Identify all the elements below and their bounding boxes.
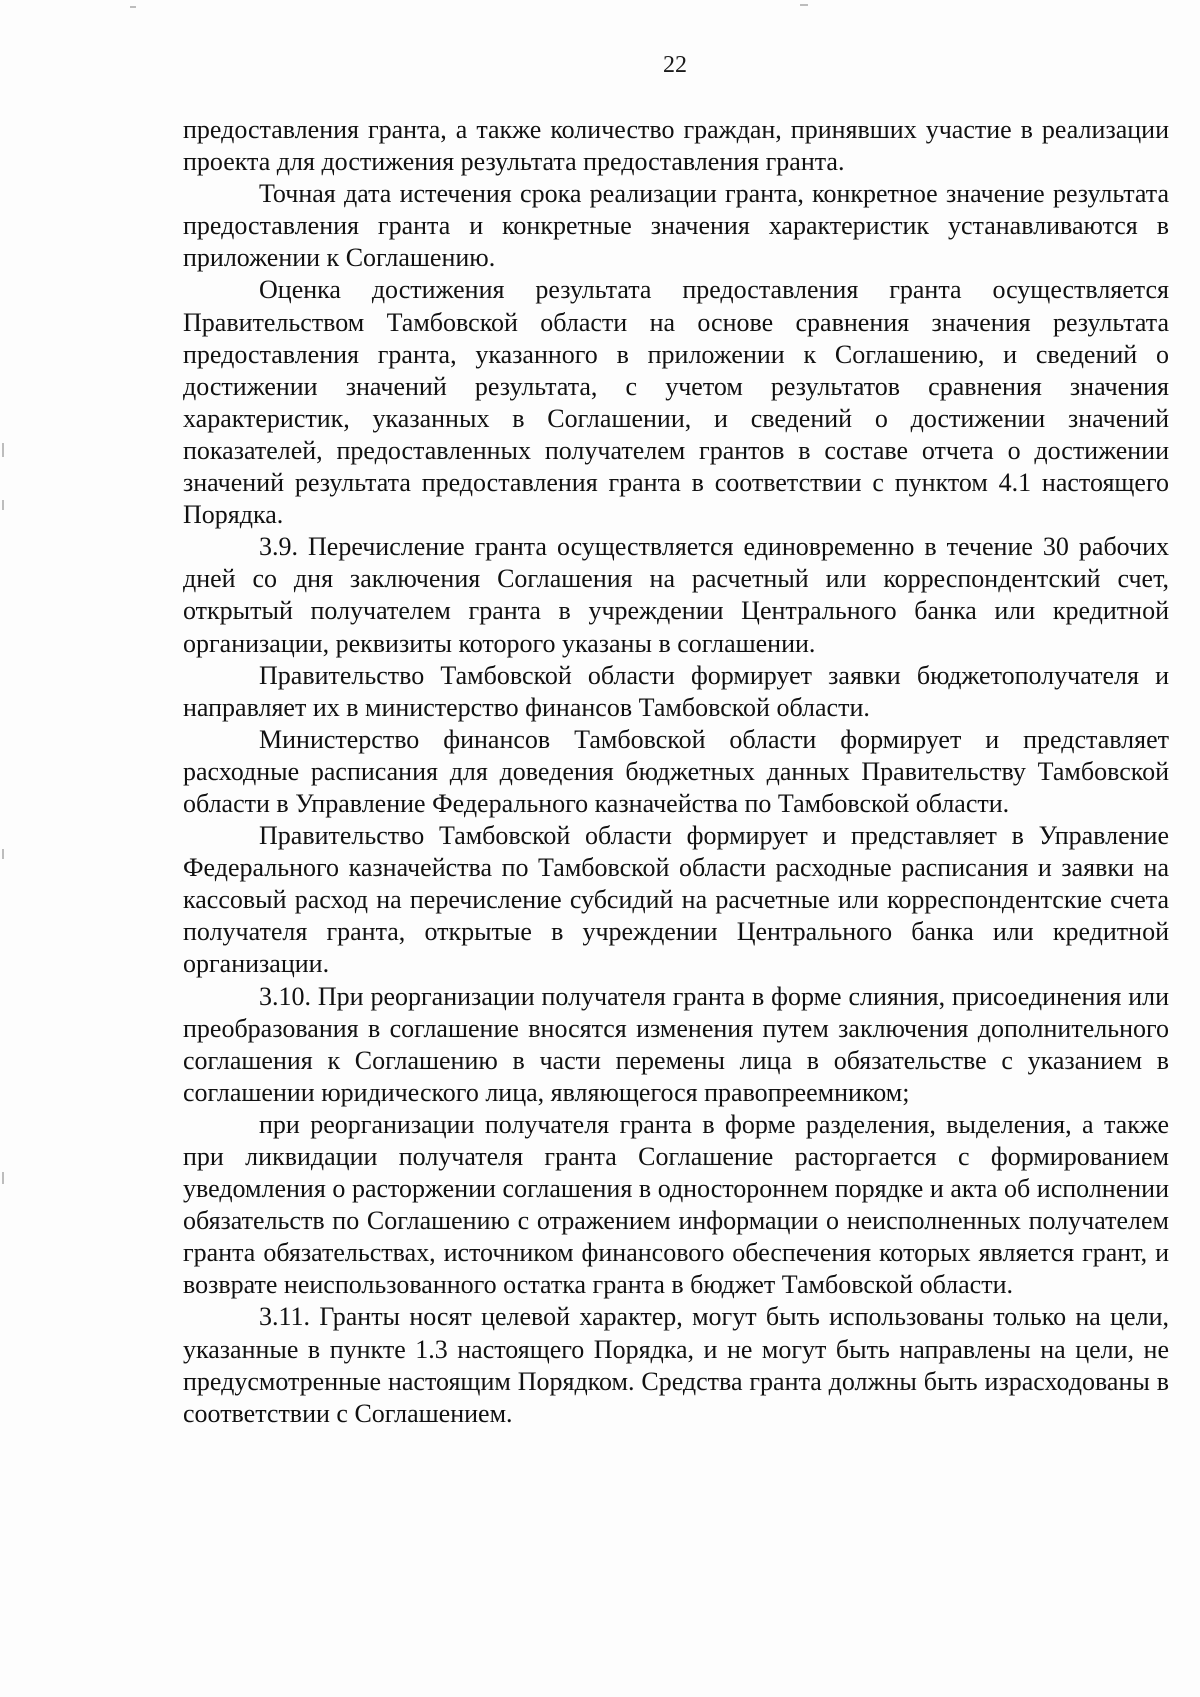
- paragraph-ministry: Министерство финансов Тамбовской области формирует и представляет расходные расписания для доведения бюджетных данных Правительству Тамбовской области в Управление Федерального казначейства по Тамбовской области.: [183, 724, 1169, 818]
- page-number: 22: [663, 52, 687, 78]
- paragraph-continuation: предоставления гранта, а также количество граждан, принявших участие в реализации проекта для достижения результата предоставления гранта.: [183, 115, 1169, 177]
- paragraph-3-11: 3.11. Гранты носят целевой характер, могут быть использованы только на цели, указанные в пункте 1.3 настоящего Порядка, и не могут быть направлены на цели, не предусмотренные настоящим Порядком. Средства гранта должны быть израсходованы в соответствии с Соглашением.: [183, 1302, 1169, 1428]
- document-body: [183, 114, 1169, 1430]
- paragraph-3-10: 3.10. При реорганизации получателя гранта в форме слияния, присоединения или преобразования в соглашение вносятся изменения путем заключения дополнительного соглашения к Соглашению в части перемены лица в обязательстве с указанием в соглашении юридического лица, являющегося правопреемником;: [183, 981, 1169, 1107]
- paragraph-termination: при реорганизации получателя гранта в форме разделения, выделения, а также при ликвидации получателя гранта Соглашение расторгается с формированием уведомления о расторжении соглашения в одностороннем порядке и акта об исполнении обязательств по Соглашению с отражением информации о неисполненных получателем гранта обязательствах, источником финансового обеспечения которых является грант, и возврате неиспользованного остатка гранта в бюджет Тамбовской области.: [183, 1109, 1169, 1300]
- paragraph-dates: Точная дата истечения срока реализации гранта, конкретное значение результата предоставления гранта и конкретные значения характеристик устанавливаются в приложении к Соглашению.: [183, 179, 1169, 273]
- paragraph-evaluation: Оценка достижения результата предоставления гранта осуществляется Правительством Тамбовской области на основе сравнения значения результата предоставления гранта, указанного в приложении к Соглашению, и сведений о достижении значений результата, с учетом результатов сравнения значения характеристик, указанных в Соглашении, и сведений о достижении значений показателей, предоставленных получателем грантов в составе отчета о достижении значений результата предоставления гранта в соответствии с пунктом 4.1 настоящего Порядка.: [183, 275, 1169, 530]
- paragraph-applications: Правительство Тамбовской области формирует заявки бюджетополучателя и направляет их в министерство финансов Тамбовской области.: [183, 660, 1169, 722]
- paragraph-treasury: Правительство Тамбовской области формирует и представляет в Управление Федерального казначейства по Тамбовской области расходные расписания и заявки на кассовый расход на перечисление субсидий на расчетные или корреспондентские счета получателя гранта, открытые в учреждении Центрального банка или кредитной организации.: [183, 821, 1169, 979]
- paragraph-3-9: 3.9. Перечисление гранта осуществляется единовременно в течение 30 рабочих дней со дня заключения Соглашения на расчетный или корреспондентский счет, открытый получателем гранта в учреждении Центрального банка или кредитной организации, реквизиты которого указаны в соглашении.: [183, 532, 1169, 658]
